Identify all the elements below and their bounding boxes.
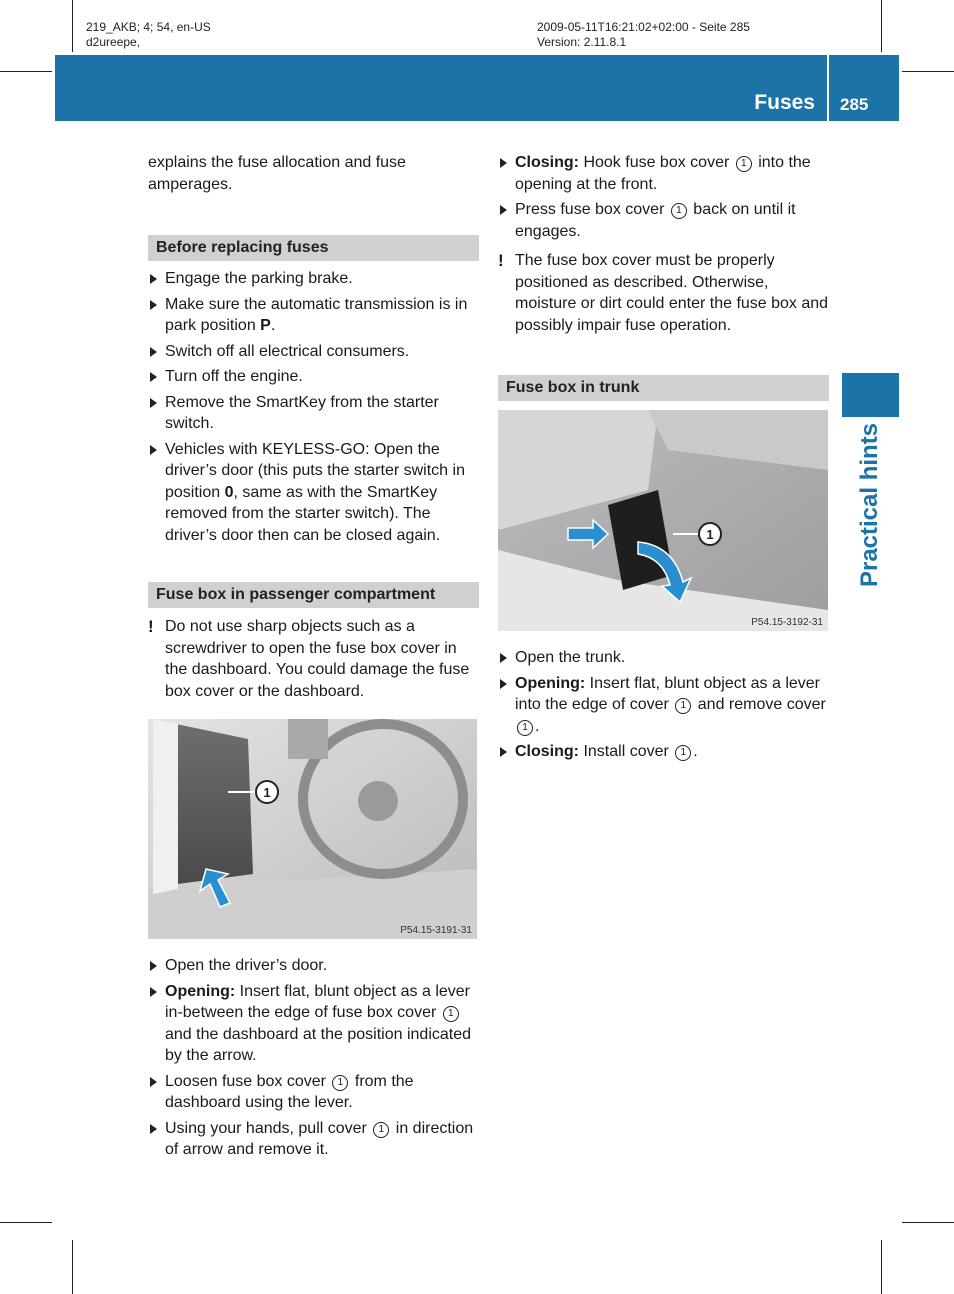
step-label: Closing:	[515, 154, 579, 171]
heading-before-replacing: Before replacing fuses	[148, 235, 479, 261]
callout-ref: 1	[736, 156, 752, 172]
list-item	[498, 199, 829, 242]
step-text: Open the trunk.	[515, 649, 626, 666]
step-label: Closing:	[515, 743, 579, 760]
step-text: Switch off all electrical consumers.	[165, 342, 410, 360]
list-item	[148, 392, 479, 435]
trunk-fuse-photo	[498, 410, 828, 631]
step-list	[498, 647, 829, 763]
callout-ref: 1	[675, 698, 691, 714]
step-text: back on until it engages.	[515, 201, 796, 240]
callout-ref: 1	[443, 1006, 459, 1022]
dashboard-fuse-photo	[148, 719, 477, 939]
step-list	[498, 152, 829, 242]
crop-mark	[902, 71, 954, 72]
warning-icon: !	[498, 251, 504, 270]
warning-text: Do not use sharp objects such as a screwdriver to open the fuse box cover in the dashboard. You could damage the fuse box cover or the dashboard.	[165, 618, 470, 700]
step-text: into the opening at the front.	[515, 154, 811, 193]
step-text: .	[270, 317, 276, 334]
step-text: .	[693, 743, 698, 760]
callout-ref: 1	[332, 1075, 348, 1091]
list-item	[498, 741, 829, 763]
list-item	[148, 268, 479, 290]
step-label: Opening:	[165, 982, 236, 1000]
heading-fuse-box-trunk: Fuse box in trunk	[498, 375, 829, 401]
step-text: Engage the parking brake.	[165, 270, 353, 287]
step-text: from the dashboard using the lever.	[165, 1072, 414, 1111]
step-emphasis: 0	[224, 483, 234, 501]
step-text: and the dashboard at the position indicated by the arrow.	[165, 1025, 472, 1064]
meta-line: Version: 2.11.8.1	[537, 35, 627, 49]
callout-ref: 1	[671, 203, 687, 219]
warning-note	[148, 616, 479, 702]
list-item	[498, 647, 829, 669]
callout-ref: 1	[373, 1122, 389, 1138]
photo-code: P54.15-3192-31	[751, 617, 823, 628]
print-meta-right	[537, 20, 750, 50]
left-column	[148, 152, 479, 1165]
crop-mark	[881, 1240, 882, 1294]
header-banner	[55, 55, 899, 121]
step-text: Insert flat, blunt object as a lever in-between the edge of fuse box cover	[165, 982, 471, 1021]
crop-mark	[902, 1222, 954, 1223]
list-item	[498, 673, 829, 738]
crop-mark	[72, 0, 73, 52]
heading-passenger-compartment: Fuse box in passenger compartment	[148, 582, 479, 608]
step-text: , same as with the SmartKey removed from the starter switch). The driver’s door then can be closed again.	[165, 483, 441, 544]
step-text: Loosen fuse box cover	[165, 1072, 331, 1090]
crop-mark	[0, 71, 52, 72]
crop-mark	[72, 1240, 73, 1294]
door-edge	[153, 719, 178, 894]
step-label: Opening:	[515, 674, 586, 692]
list-item	[148, 1118, 479, 1161]
fuse-box-cover	[176, 724, 253, 884]
center-vents	[288, 719, 328, 759]
chapter-tab	[842, 373, 899, 417]
print-meta-left	[86, 20, 211, 50]
step-text: Install cover	[579, 743, 674, 760]
callout-number: 1	[263, 785, 271, 800]
list-item	[148, 294, 479, 337]
list-item	[148, 981, 479, 1067]
warning-text: The fuse box cover must be properly positioned as described. Otherwise, moisture or dirt could enter the fuse box and possibly impair fuse operation.	[515, 252, 829, 334]
step-list	[148, 268, 479, 546]
banner-divider	[827, 55, 829, 121]
list-item	[148, 366, 479, 388]
steering-hub	[358, 781, 398, 821]
step-list	[148, 955, 479, 1161]
callout-ref: 1	[517, 720, 533, 736]
section-title: Fuses	[754, 91, 815, 114]
step-text: Vehicles with KEYLESS-GO: Open the driver’s door (this puts the starter switch in position	[165, 440, 465, 501]
step-text: Using your hands, pull cover	[165, 1119, 372, 1137]
step-text: and remove cover	[693, 696, 826, 713]
list-item	[148, 439, 479, 547]
step-text: Hook fuse box cover	[579, 154, 734, 171]
step-text: Turn off the engine.	[165, 368, 303, 385]
step-text: Make sure the automatic transmission is in park position	[165, 295, 468, 334]
chapter-label: Practical hints	[856, 422, 883, 588]
list-item	[148, 955, 479, 977]
crop-mark	[881, 0, 882, 52]
step-text: Open the driver’s door.	[165, 957, 328, 974]
meta-line: 219_AKB; 4; 54, en-US	[86, 20, 211, 34]
warning-icon: !	[148, 617, 154, 636]
warning-note	[498, 250, 829, 336]
step-emphasis: P	[260, 317, 271, 334]
callout-ref: 1	[675, 745, 691, 761]
meta-line: 2009-05-11T16:21:02+02:00 - Seite 285	[537, 20, 750, 34]
callout-number: 1	[706, 527, 714, 542]
list-item	[148, 1071, 479, 1114]
list-item	[498, 152, 829, 195]
meta-line: d2ureepe,	[86, 35, 141, 49]
intro-text: explains the fuse allocation and fuse amperages.	[148, 154, 406, 193]
step-text: Remove the SmartKey from the starter switch.	[165, 393, 439, 432]
list-item	[148, 341, 479, 363]
right-column	[498, 152, 829, 767]
step-text: Press fuse box cover	[515, 201, 669, 218]
step-text: .	[535, 717, 540, 735]
step-text: in direction of arrow and remove it.	[165, 1119, 474, 1158]
step-text: Insert flat, blunt object as a lever into the edge of cover	[515, 674, 821, 713]
crop-mark	[0, 1222, 52, 1223]
photo-code: P54.15-3191-31	[400, 925, 472, 936]
page-number: 285	[840, 95, 869, 114]
